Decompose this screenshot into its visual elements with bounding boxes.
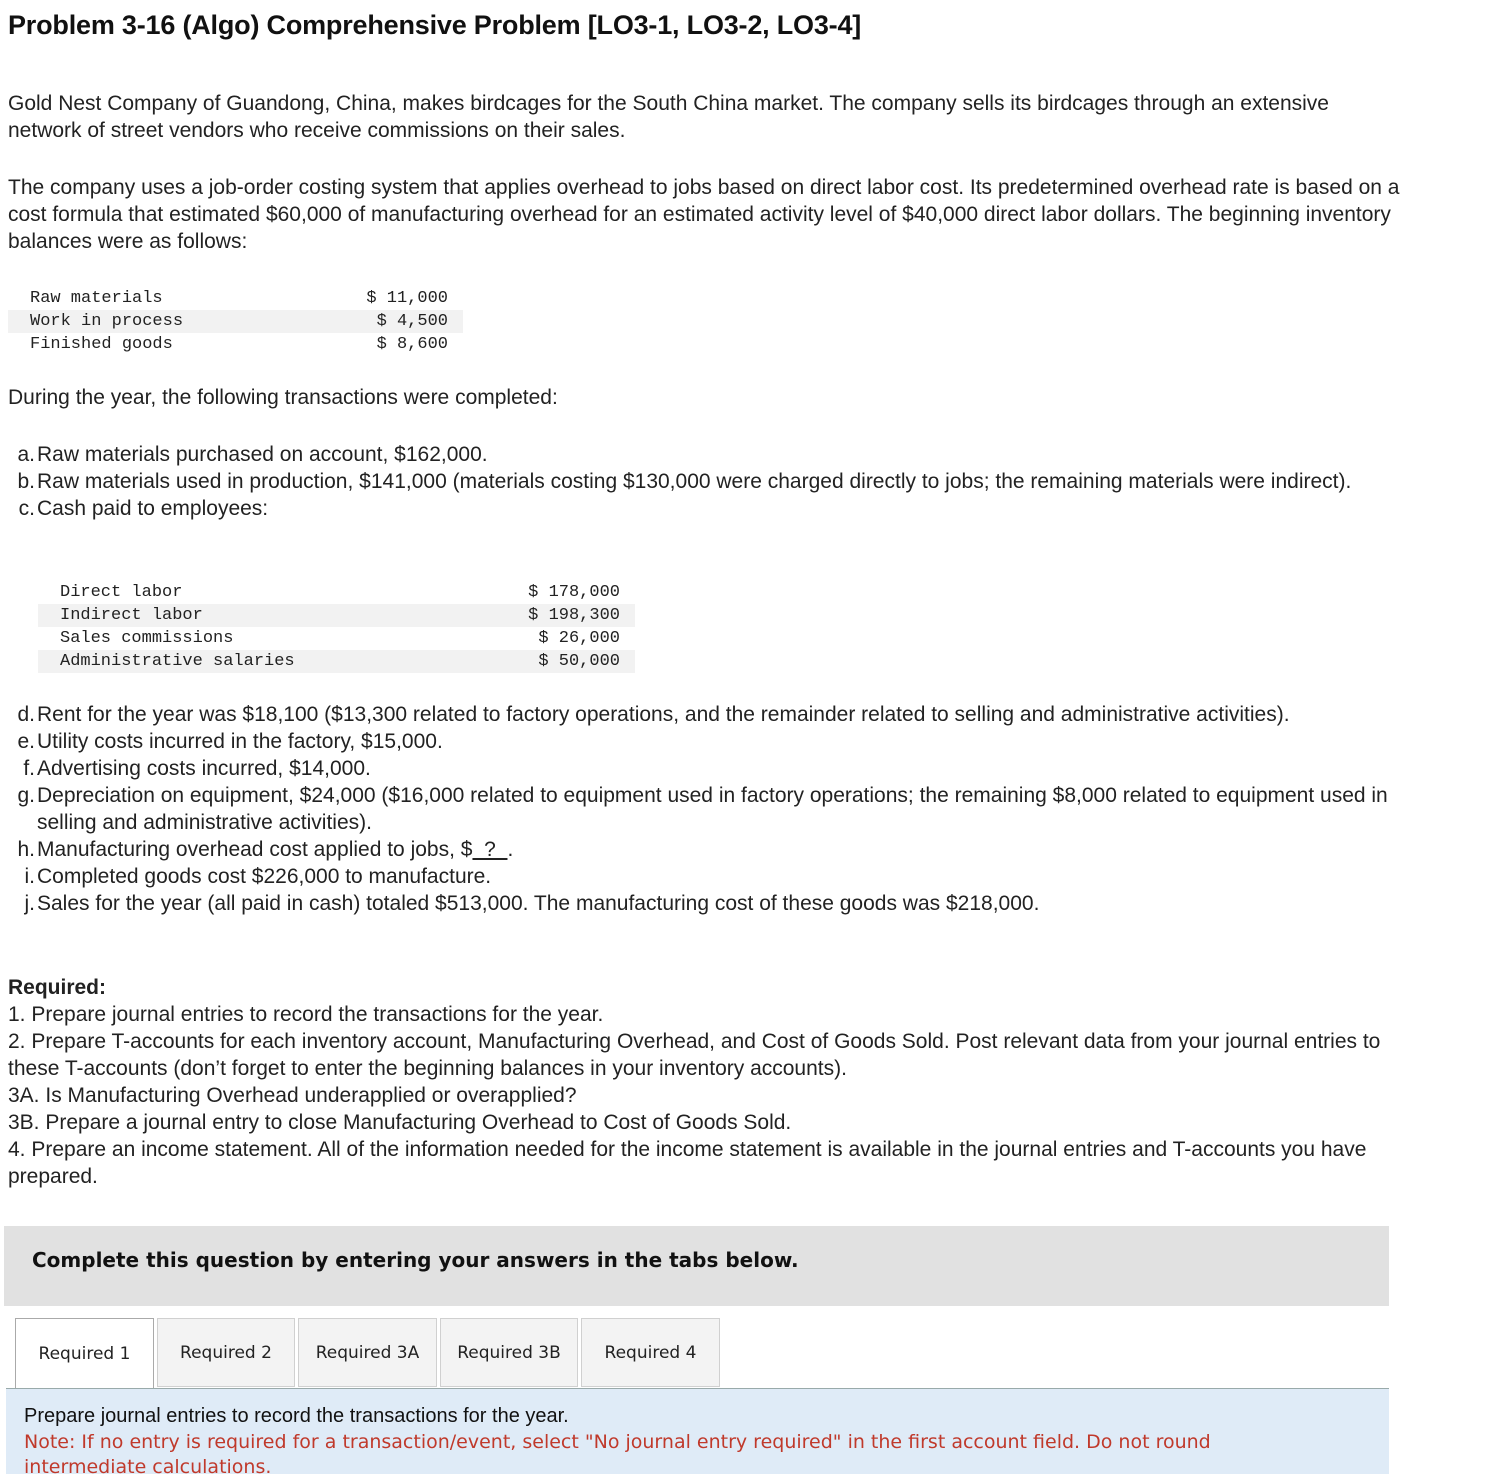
- table-row: [8, 333, 463, 356]
- item-letter: d.: [17, 703, 35, 726]
- required-item: 1. Prepare journal entries to record the transactions for the year.: [8, 1003, 604, 1026]
- required-item: 3B. Prepare a journal entry to close Manufacturing Overhead to Cost of Goods Sold.: [8, 1111, 792, 1134]
- cash-value: $ 178,000: [528, 583, 620, 602]
- inventory-label: Raw materials: [30, 289, 163, 308]
- table-row: [8, 287, 463, 310]
- intro-paragraph-1: Gold Nest Company of Guandong, China, makes birdcages for the South China market. The company sells its birdcages through an extensive network of street vendors who receive commissions on their sales.: [8, 92, 1329, 142]
- intro-paragraph-2: The company uses a job-order costing system that applies overhead to jobs based on direct labor cost. Its predetermined overhead rate is based on a cost formula that estimated $60,000 of manufacturing overhead for an estimated activity level of $40,000 direct labor dollars. The beginning inventory balances were as follows:: [8, 176, 1400, 253]
- table-row: [8, 310, 463, 333]
- item-text: Rent for the year was $18,100 ($13,300 related to factory operations, and the remainder related to selling and administrative activities).: [37, 703, 1290, 726]
- tab-required-3a[interactable]: Required 3A: [298, 1318, 437, 1387]
- required-item: 4. Prepare an income statement. All of the information needed for the income statement is available in the journal entries and T-accounts you have prepared.: [8, 1138, 1367, 1188]
- cash-label: Indirect labor: [38, 604, 460, 627]
- required-section: [8, 974, 1408, 1190]
- list-item: [8, 701, 1408, 728]
- list-item: [8, 468, 1428, 495]
- item-text: Utility costs incurred in the factory, $15,000.: [37, 730, 443, 753]
- cash-label: Sales commissions: [60, 629, 234, 648]
- cash-label: Administrative salaries: [38, 650, 460, 673]
- cash-value: $ 26,000: [538, 629, 620, 648]
- item-letter: f.: [23, 757, 35, 780]
- tab-required-1[interactable]: Required 1: [15, 1318, 154, 1389]
- inventory-value: $ 4,500: [330, 310, 463, 333]
- applied-overhead-blank: ?: [472, 838, 508, 861]
- item-text-end: .: [507, 838, 514, 861]
- instructions-banner: [4, 1226, 1389, 1306]
- item-letter: b.: [17, 470, 35, 493]
- item-text: Sales for the year (all paid in cash) totaled $513,000. The manufacturing cost of these goods was $218,000.: [37, 892, 1040, 915]
- cash-value: $ 50,000: [460, 650, 635, 673]
- table-row: [38, 650, 635, 673]
- item-text: Completed goods cost $226,000 to manufacture.: [37, 865, 492, 888]
- item-text: Manufacturing overhead cost applied to jobs, $: [37, 838, 473, 861]
- tab-required-2[interactable]: Required 2: [157, 1318, 295, 1387]
- cash-paid-table: [38, 581, 635, 673]
- cash-label: Direct labor: [60, 583, 183, 602]
- during-year-text: During the year, the following transactions were completed:: [8, 386, 558, 409]
- list-item: [8, 863, 1408, 890]
- required-item: 2. Prepare T-accounts for each inventory account, Manufacturing Overhead, and Cost of Goods Sold. Post relevant data from your journal entries to these T-accounts (don’t forget to enter the beginning balances in your inventory accounts).: [8, 1030, 1381, 1080]
- cash-value: $ 198,300: [460, 604, 635, 627]
- list-item: [8, 441, 1428, 468]
- required-item: 3A. Is Manufacturing Overhead underapplied or overapplied?: [8, 1084, 577, 1107]
- list-item: [8, 728, 1408, 755]
- list-item: [8, 836, 1408, 863]
- item-letter: h.: [17, 838, 35, 861]
- list-item: [8, 782, 1408, 836]
- transactions-list-1: [8, 441, 1428, 522]
- item-text: Depreciation on equipment, $24,000 ($16,000 related to equipment used in factory operations; the remaining $8,000 related to equipment used in selling and administrative activities).: [37, 784, 1388, 834]
- item-text: Raw materials used in production, $141,000 (materials costing $130,000 were charged directly to jobs; the remaining materials were indirect).: [37, 470, 1352, 493]
- banner-text: Complete this question by entering your answers in the tabs below.: [32, 1248, 799, 1272]
- inventory-value: $ 8,600: [376, 335, 448, 354]
- tab-panel: [6, 1389, 1389, 1478]
- table-row: [38, 581, 635, 604]
- item-letter: g.: [17, 784, 35, 807]
- list-item: [8, 755, 1408, 782]
- tab-required-4[interactable]: Required 4: [581, 1318, 720, 1387]
- item-letter: e.: [17, 730, 35, 753]
- item-text: Advertising costs incurred, $14,000.: [37, 757, 371, 780]
- list-item: [8, 890, 1408, 917]
- item-text: Cash paid to employees:: [37, 497, 269, 520]
- panel-note: Note: If no entry is required for a transaction/event, select "No journal entry required" in the first account field. Do not round intermediate calculations.: [24, 1431, 1211, 1478]
- item-letter: i.: [24, 865, 35, 888]
- item-letter: j.: [24, 892, 35, 915]
- list-item: [8, 495, 1428, 522]
- table-row: [38, 604, 635, 627]
- tab-required-3b[interactable]: Required 3B: [440, 1318, 578, 1387]
- inventory-label: Work in process: [8, 310, 330, 333]
- table-row: [38, 627, 635, 650]
- panel-instruction: Prepare journal entries to record the transactions for the year.: [24, 1405, 569, 1427]
- transactions-list-2: [8, 701, 1408, 917]
- inventory-label: Finished goods: [30, 335, 173, 354]
- item-letter: a.: [17, 443, 35, 466]
- beginning-inventory-table: [8, 287, 463, 356]
- item-letter: c.: [18, 497, 35, 520]
- item-text: Raw materials purchased on account, $162,000.: [37, 443, 488, 466]
- page-title: Problem 3-16 (Algo) Comprehensive Problem [LO3-1, LO3-2, LO3-4]: [8, 10, 862, 40]
- required-title: Required:: [8, 976, 107, 999]
- inventory-value: $ 11,000: [366, 289, 448, 308]
